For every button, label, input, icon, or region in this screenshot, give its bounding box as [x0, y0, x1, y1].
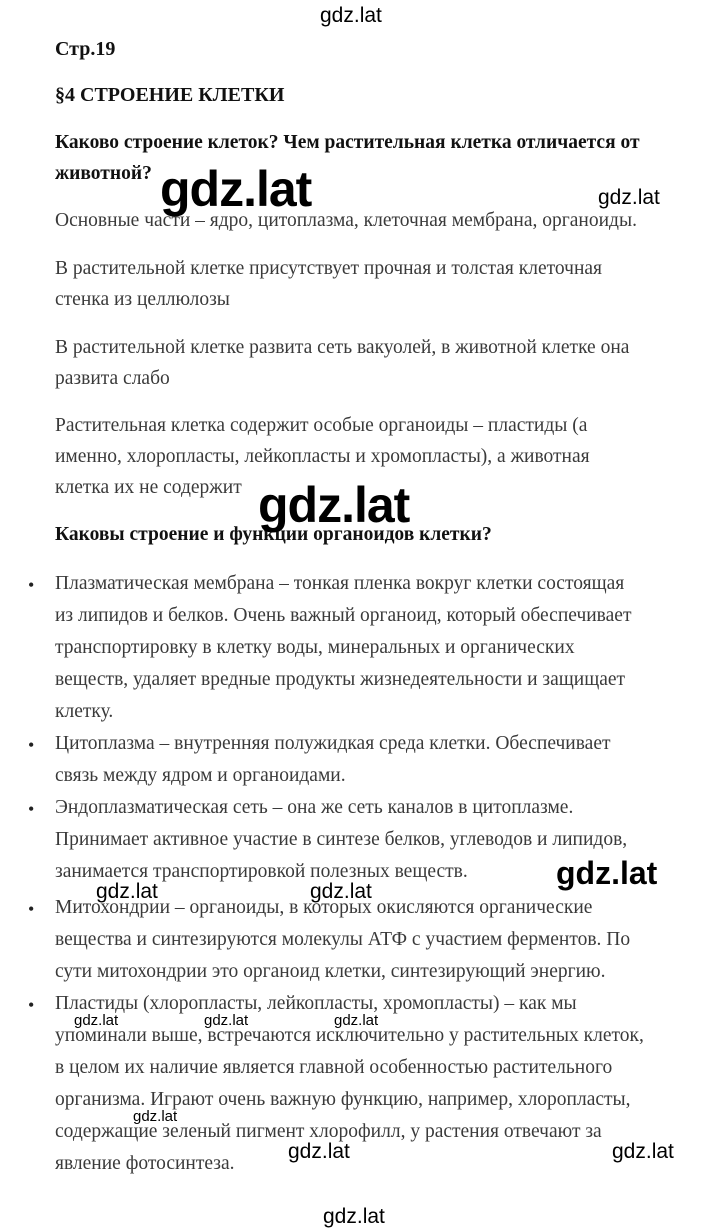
- watermark: gdz.lat: [612, 1140, 674, 1163]
- watermark: gdz.lat: [310, 880, 372, 903]
- page-number: Стр.19: [55, 38, 116, 60]
- section-title: §4 СТРОЕНИЕ КЛЕТКИ: [55, 84, 285, 106]
- watermark: gdz.lat: [204, 1012, 249, 1029]
- bullet-3-line-3: занимается транспортировкой полезных веществ.: [55, 861, 468, 882]
- paragraph-2-line-1: В растительной клетке присутствует прочная и толстая клеточная: [55, 258, 603, 279]
- watermark: gdz.lat: [556, 855, 658, 891]
- watermark: gdz.lat: [320, 4, 382, 27]
- bullet-5-line-6: явление фотосинтеза.: [55, 1153, 235, 1174]
- watermark: gdz.lat: [160, 161, 312, 217]
- bullet-icon: •: [28, 799, 35, 819]
- bullet-1-line-4: веществ, удаляет вредные продукты жизнедеятельности и защищает: [55, 669, 626, 690]
- paragraph-4-line-2: именно, хлоропласты, лейкопласты и хромопласты), а животная: [55, 446, 590, 467]
- watermark: gdz.lat: [258, 477, 410, 533]
- watermark: gdz.lat: [598, 186, 660, 209]
- bullet-3-line-2: Принимает активное участие в синтезе белков, углеводов и липидов,: [55, 829, 628, 850]
- bullet-icon: •: [28, 899, 35, 919]
- question-1-line-1: Каково строение клеток? Чем растительная клетка отличается от: [55, 132, 640, 153]
- bullet-5-line-4: организма. Играют очень важную функцию, например, хлоропласты,: [55, 1089, 631, 1110]
- watermark: gdz.lat: [133, 1108, 178, 1125]
- bullet-1-line-1: Плазматическая мембрана – тонкая пленка вокруг клетки состоящая: [55, 573, 625, 594]
- watermark: gdz.lat: [96, 880, 158, 903]
- bullet-icon: •: [28, 735, 35, 755]
- paragraph-1-line-1: Основные части – ядро, цитоплазма, клеточная мембрана, органоиды.: [55, 210, 637, 231]
- bullet-1-line-3: транспортировку в клетку воды, минеральных и органических: [55, 637, 575, 658]
- paragraph-4-line-1: Растительная клетка содержит особые органоиды – пластиды (а: [55, 415, 588, 436]
- bullet-icon: •: [28, 995, 35, 1015]
- bullet-1-line-2: из липидов и белков. Очень важный органоид, который обеспечивает: [55, 605, 632, 626]
- bullet-3-line-1: Эндоплазматическая сеть – она же сеть каналов в цитоплазме.: [55, 797, 574, 818]
- bullet-5-line-2: упоминали выше, встречаются исключительно у растительных клеток,: [55, 1025, 644, 1046]
- bullet-4-line-1: Митохондрии – органоиды, в которых окисляются органические: [55, 897, 593, 918]
- bullet-5-line-5: содержащие зеленый пигмент хлорофилл, у растения отвечают за: [55, 1121, 602, 1142]
- bullet-2-line-1: Цитоплазма – внутренняя полужидкая среда клетки. Обеспечивает: [55, 733, 611, 754]
- watermark: gdz.lat: [74, 1012, 119, 1029]
- bullet-4-line-2: вещества и синтезируются молекулы АТФ с участием ферментов. По: [55, 929, 631, 950]
- question-2: Каковы строение и функции органоидов клетки?: [55, 524, 492, 545]
- watermark: gdz.lat: [334, 1012, 379, 1029]
- paragraph-3-line-2: развита слабо: [55, 368, 170, 389]
- watermark: gdz.lat: [323, 1205, 385, 1228]
- bullet-4-line-3: сути митохондрии это органоид клетки, синтезирующий энергию.: [55, 961, 606, 982]
- paragraph-3-line-1: В растительной клетке развита сеть вакуолей, в животной клетке она: [55, 337, 630, 358]
- bullet-5-line-1: Пластиды (хлоропласты, лейкопласты, хромопласты) – как мы: [55, 993, 577, 1014]
- paragraph-4-line-3: клетка их не содержит: [55, 477, 242, 498]
- bullet-1-line-5: клетку.: [55, 701, 114, 722]
- bullet-2-line-2: связь между ядром и органоидами.: [55, 765, 346, 786]
- paragraph-2-line-2: стенка из целлюлозы: [55, 289, 230, 310]
- bullet-5-line-3: в целом их наличие является главной особенностью растительного: [55, 1057, 613, 1078]
- question-1-line-2: животной?: [55, 163, 152, 184]
- watermark: gdz.lat: [288, 1140, 350, 1163]
- bullet-icon: •: [28, 575, 35, 595]
